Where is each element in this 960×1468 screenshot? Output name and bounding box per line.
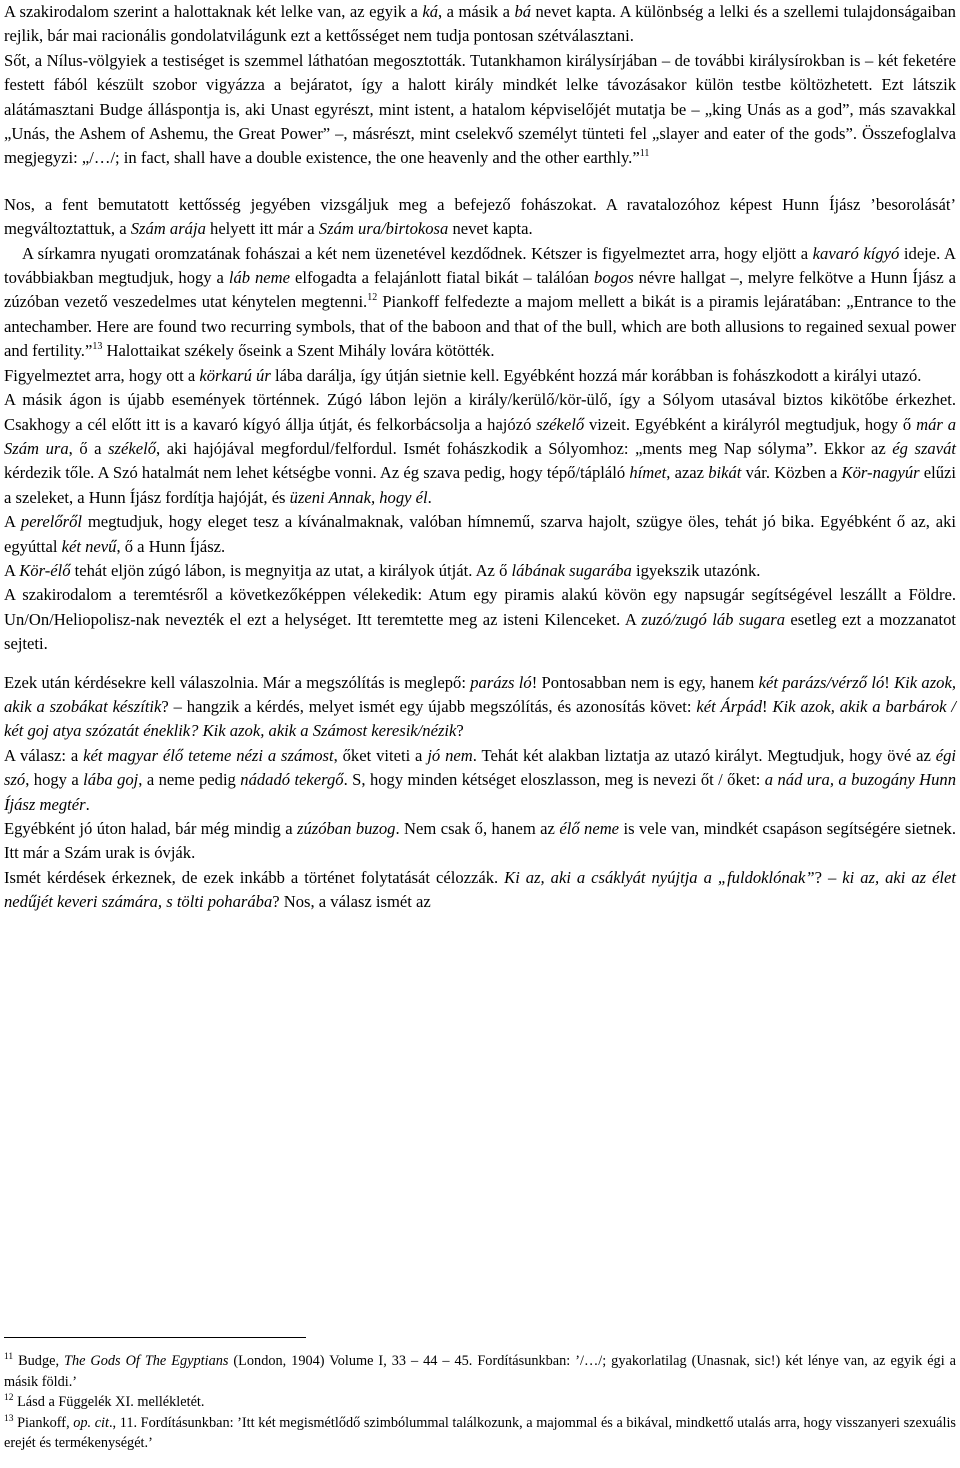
italic-text: élő neme	[559, 819, 620, 838]
text-run: ? –	[814, 867, 843, 887]
text-run: helyett itt már a	[205, 219, 319, 239]
text-run: , őket viteti a	[333, 745, 428, 765]
text-run: , ő a	[68, 438, 109, 458]
text-run: A szakirodalom szerint a halottaknak két lelke van, az egyik a	[4, 2, 423, 21]
italic-text: lábának sugarába	[511, 560, 632, 580]
text-run: nevet kapta. A különbség a lelki és a szellemi tulajdonságaiban rejlik, bár mai racionális gondolatvilágunk ezt a kettősséget nem tudja pontosan szétválasztani.	[4, 2, 956, 46]
paragraph	[4, 242, 956, 364]
footnote-ref: 13	[4, 1413, 14, 1424]
text-run: A másik ágon is újabb események történnek. Zúgó lábon lejön a király/kerülő/kör-ülő, így a Sólyom utasával biztos kikötőbe érkezhet. Csakhogy a cél előtt itt is a kavaró kígyó állja útját, és felkorbácsolja a hajózó	[4, 390, 956, 434]
text-run: . Nem csak ő, hanem az	[395, 819, 560, 838]
footnote-ref: 12	[367, 292, 378, 304]
text-run: . S, hogy minden kétséget eloszlasson, meg is nevezi őt / őket:	[343, 770, 765, 790]
footnote-ref: 11	[639, 148, 650, 160]
text-run: igyekszik utazónk.	[631, 560, 761, 580]
text-run: ., 11. Fordításunkban: ’Itt két megismétlődő szimbólummal találkozunk, a majommal és a bikával, mindkettő utalás arra, hogy visszanyeri szexuális erejét és termékenységét.’	[4, 1414, 956, 1452]
footnote-ref: 13	[92, 341, 103, 353]
italic-text: bá	[514, 2, 532, 21]
footnotes	[4, 1351, 956, 1454]
paragraph	[4, 510, 956, 559]
text-run: vizeit. Egyébként a királyról megtudjuk, hogy ő	[584, 414, 917, 434]
text-run: is vele van, mindkét csapáson segítségére sietnek. Itt már a Szám urak is óvják.	[4, 819, 957, 863]
italic-text: körkarú úr	[199, 365, 271, 385]
text-run: Ezek után kérdésekre kell válaszolnia. Már a megszólítás is meglepő:	[4, 672, 471, 692]
text-run: ideje. A továbbiakban megtudjuk, hogy a	[4, 243, 956, 288]
text-run: Nos, a fent bemutatott kettősség jegyében vizsgáljuk meg a befejező fohászokat. A ravatalozóhoz képest Hunn Íjász ’besorolását’ megváltoztattuk, a	[4, 194, 956, 239]
text-run: !	[884, 672, 895, 692]
footnote-ref: 12	[4, 1393, 14, 1404]
text-run: névre hallgat –, melyre felkötve a Hunn Íjász a zúzóban vezető veszedelmes utat kénytelen megtenni.	[4, 268, 956, 312]
text-run: Piankoff,	[13, 1414, 74, 1431]
italic-text: már a Szám ura	[4, 414, 956, 458]
text-run: nevet kapta.	[448, 219, 533, 239]
text-run: , azaz	[666, 463, 709, 483]
italic-text: parázs ló	[470, 672, 532, 692]
text-run: ? – hangzik a kérdés, melyet ismét egy újabb megszólítás, és azonosítás követ:	[161, 696, 697, 716]
text-run: ? Nos, a válasz ismét az	[272, 892, 431, 912]
paragraph	[4, 583, 956, 656]
text-run: Budge,	[13, 1353, 64, 1369]
italic-text: Kik azok, akik a szobákat készítik	[4, 672, 956, 716]
italic-text: Szám ura/birtokosa	[318, 219, 449, 239]
paragraph-gap	[4, 171, 956, 193]
text-run: ! Pontosabban nem is egy, hanem	[531, 672, 759, 692]
italic-text: a nád ura, a buzogány Hunn Íjász megtér	[4, 770, 957, 814]
footnote	[4, 1392, 956, 1413]
italic-text: Kör-nagyúr	[841, 463, 920, 483]
text-run: Halottaikat székely őseink a Szent Mihály lovára kötötték.	[102, 341, 495, 361]
text-run: Lásd a Függelék XI. mellékletét.	[13, 1394, 205, 1411]
text-run: A sírkamra nyugati oromzatának fohászai a két nem üzenetével kezdődnek. Kétszer is figyelmeztet arra, hogy eljött a	[22, 243, 813, 263]
text-run: megtudjuk, hogy eleget tesz a kívánalmaknak, valóban hímnemű, szarva hajolt, szügye öles, tehát jó bika. Egyébként ő az, aki egyúttal	[4, 512, 956, 556]
text-run: (London, 1904) Volume I, 33 – 44 – 45. Fordításunkban: ’/…/; gyakorlatilag (Unasnak, sic!) két lénye van, az egyik égi a másik földi.’	[4, 1353, 956, 1390]
text-run: , hogy a	[25, 770, 84, 790]
text-run: elűzi a szeleket, a Hunn Íjász fordítja hajóját, és	[4, 463, 957, 507]
paragraph	[4, 364, 956, 388]
text-run: , a másik a	[438, 2, 515, 21]
italic-text: égi szó	[4, 745, 957, 790]
text-run: !	[762, 696, 773, 716]
paragraph	[4, 671, 956, 744]
paragraph	[4, 559, 956, 583]
paragraph	[4, 817, 956, 866]
paragraph	[4, 49, 956, 171]
text-run: , ő a Hunn Íjász.	[116, 536, 226, 556]
italic-text: két parázs/vérző ló	[758, 672, 885, 692]
text-run: ?	[456, 721, 464, 741]
italic-text: nádadó tekergő	[240, 770, 344, 790]
footnote-separator	[4, 1337, 306, 1338]
footnote	[4, 1413, 956, 1454]
italic-text: perelőről	[20, 512, 83, 532]
text-run: , a neme pedig	[138, 770, 241, 790]
text-run: .	[427, 487, 432, 507]
text-run: esetleg ezt a mozzanatot sejteti.	[4, 609, 956, 654]
italic-text: székelő	[536, 414, 585, 434]
text-run: Egyébként jó úton halad, bár még mindig a	[4, 819, 297, 838]
text-run: Sőt, a Nílus-völgyiek a testiséget is szemmel láthatóan megosztották. Tutankhamon királysírjában – de további királysírokban is – két feketére festett fából készült szobor vigyázza a bejáratot, így a halott király mindkét lelke távozásakor külön testbe költözhetett. Ezt látszik alátámasztani Budge álláspontja is, aki Unast egyrészt, mint istent, a hatalom képviselőjét mutatja be – „king Unás as a god”, más szavakkal „Unás, the Ashem of Ashemu, the Great Power” –, másrészt, mint cselekvő személyt tünteti fel „slayer and eater of the gods”. Összefoglalva megjegyzi: „/…/; in fact, shall have a double existence, the one heavenly and the other earthly.”	[4, 50, 956, 168]
italic-text: két Árpád	[696, 696, 763, 716]
italic-text: két magyar élő teteme nézi a számost	[83, 745, 334, 765]
italic-text: Ki az, aki a csáklyát nyújtja a „fuldoklónak”	[504, 867, 815, 887]
paragraph	[4, 0, 956, 49]
footnote-ref: 11	[4, 1352, 14, 1362]
italic-text: Szám arája	[130, 219, 206, 239]
text-run: elfogadta a felajánlott fiatal bikát – találóan	[290, 268, 595, 288]
document-page	[4, 0, 956, 915]
italic-text: bikát	[708, 463, 742, 483]
text-run: Figyelmeztet arra, hogy ott a	[4, 365, 200, 385]
text-run: Ismét kérdések érkeznek, de ezek inkább a történet folytatását célozzák.	[4, 867, 505, 887]
italic-text: ki az, aki az élet nedűjét keveri számára, s tölti poharába	[4, 867, 956, 912]
paragraph	[4, 744, 956, 817]
text-run: Piankoff felfedezte a majom mellett a bikát is a piramis lejáratában: „Entrance to the antechamber. Here are found two recurring symbols, that of the baboon and that of the bull, which are both allusions to regained sexual power and fertility.”	[4, 292, 956, 361]
italic-text: ká	[422, 2, 438, 21]
text-run: A válasz: a	[4, 745, 84, 765]
paragraph	[4, 388, 956, 510]
italic-text: két nevű	[61, 536, 117, 556]
italic-text: kavaró kígyó	[812, 243, 900, 263]
italic-text: bogos	[594, 268, 634, 288]
italic-text: Kik azok, akik a barbárok / két goj atya szózatát éneklik? Kik azok, akik a Számost keresik/nézik	[4, 696, 956, 741]
text-run: , aki hajójával megfordul/felfordul. Ismét fohászkodik a Sólyomhoz: „ments meg Nap sólyma”. Ekkor az	[156, 438, 893, 458]
text-run: A	[4, 560, 20, 580]
italic-text: The Gods Of The Egyptians	[64, 1353, 229, 1369]
italic-text: Kör-élő	[19, 560, 71, 580]
paragraph	[4, 866, 956, 915]
italic-text: zuzó/zugó láb sugara	[641, 609, 785, 629]
text-run: vár. Közben a	[741, 463, 842, 483]
text-run: tehát eljön zúgó lábon, is megnyitja az utat, a királyok útját. Az ő	[70, 560, 512, 580]
text-run: kérdezik tőle. A Szó hatalmát nem lehet kétségbe vonni. Az ég szava pedig, hogy tépő/tápláló	[4, 463, 630, 483]
italic-text: hímet	[629, 463, 667, 483]
italic-text: jó nem	[427, 745, 473, 765]
italic-text: székelő	[108, 438, 157, 458]
italic-text: üzeni Annak, hogy él	[289, 487, 428, 507]
text-run: A	[4, 512, 21, 532]
paragraph-gap	[4, 657, 956, 671]
italic-text: láb neme	[228, 268, 291, 288]
text-run: lába darálja, így útján sietnie kell. Egyébként hozzá már korábban is fohászkodott a királyi utazó.	[270, 365, 922, 385]
italic-text: lába goj	[83, 770, 139, 790]
italic-text: zúzóban buzog	[297, 819, 396, 838]
text-run: A szakirodalom a teremtésről a következőképpen vélekedik: Atum egy piramis alakú kövön egy napsugár segítségével leszállt a Földre. Un/On/Heliopolisz-nak nevezték el ezt a helységet. Itt teremtette meg az isteni Kilenceket. A	[4, 585, 956, 629]
footnote	[4, 1351, 956, 1392]
paragraph	[4, 193, 956, 242]
text-run: .	[85, 794, 90, 814]
text-run: . Tehát két alakban liztatja az utazó királyt. Megtudjuk, hogy övé az	[472, 745, 936, 765]
italic-text: op. cit	[73, 1414, 109, 1431]
italic-text: ég szavát	[892, 438, 956, 458]
